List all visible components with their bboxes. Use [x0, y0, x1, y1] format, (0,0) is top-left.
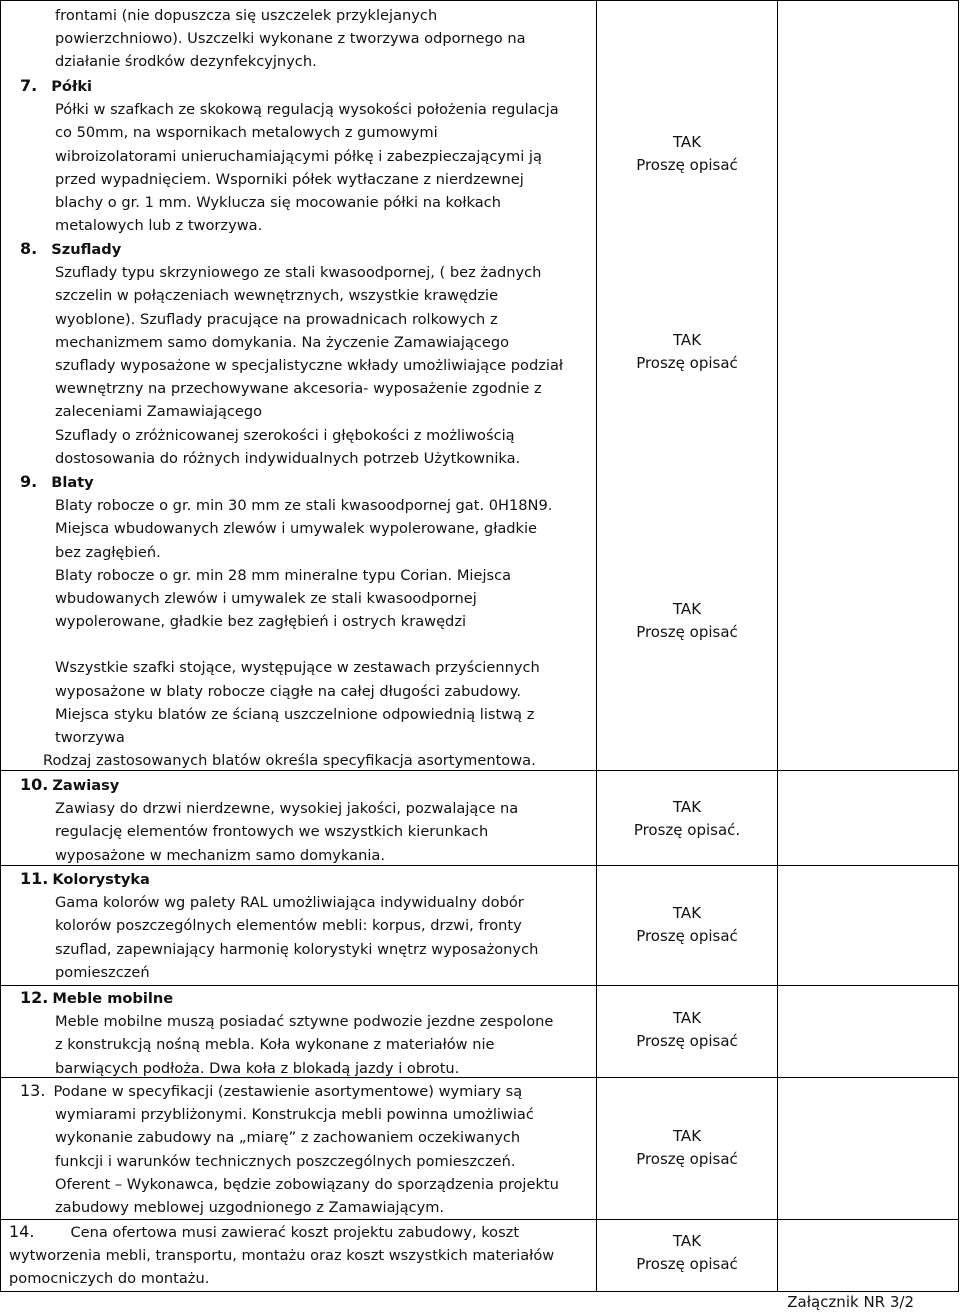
- item-title: Meble mobilne: [52, 990, 174, 1007]
- text-line: pomieszczeń: [55, 963, 150, 981]
- text-line: dostosowania do różnych indywidualnych potrzeb Użytkownika.: [55, 449, 521, 467]
- text-line: frontami (nie dopuszcza się uszczelek przyklejanych: [55, 7, 438, 24]
- text-line: Szuflady o zróżnicowanej szerokości i głębokości z możliwością: [55, 426, 515, 444]
- answer-describe: Proszę opisać: [636, 623, 738, 642]
- text-line: Miejsca wbudowanych zlewów i umywalek wypolerowane, gładkie: [55, 520, 538, 538]
- answer-item-12: [597, 1007, 777, 1054]
- answer-describe: Proszę opisać: [636, 1255, 738, 1274]
- text-line: wewnętrzny na przechowywane akcesoria- wyposażenie zgodnie z: [55, 380, 542, 398]
- table-border-top: [0, 0, 959, 1]
- text-line: blachy o gr. 1 mm. Wyklucza się mocowanie półki na kołkach: [55, 194, 501, 212]
- text-line: bez zagłębień.: [55, 543, 161, 561]
- answer-item-10: [597, 796, 777, 843]
- text-line: metalowych lub z tworzywa.: [55, 217, 263, 235]
- text-line: Blaty robocze o gr. min 28 mm mineralne typu Corian. Miejsca: [55, 566, 512, 584]
- answer-item-13: [597, 1125, 777, 1172]
- row-item-14: [9, 1220, 554, 1291]
- item-title: Kolorystyka: [52, 871, 150, 888]
- item-number: 11.: [20, 869, 49, 888]
- table-border-bottom: [0, 1291, 959, 1292]
- answer-yes: TAK: [672, 1009, 702, 1027]
- text-line: regulację elementów frontowych we wszystkich kierunkach: [55, 823, 489, 841]
- item-title: Blaty: [51, 474, 94, 491]
- answer-yes: TAK: [672, 600, 702, 618]
- row-item-10: [20, 773, 518, 867]
- answer-yes: TAK: [672, 904, 702, 922]
- item-number: 14.: [9, 1222, 35, 1241]
- answer-describe: Proszę opisać.: [633, 821, 741, 840]
- text-line: wyposażone w blaty robocze ciągłe na całej długości zabudowy.: [55, 682, 521, 700]
- column-divider-2: [777, 0, 778, 1292]
- text-line: z konstrukcją nośną mebla. Koła wykonane z materiałów nie: [55, 1036, 495, 1054]
- item-number: 8.: [20, 239, 38, 258]
- item-title: Podane w specyfikacji (zestawienie asortymentowe) wymiary są: [53, 1083, 523, 1100]
- spacer: [55, 633, 552, 656]
- text-line: szuflad, zapewniający harmonię kolorystyki wnętrz wyposażonych: [55, 940, 539, 958]
- text-line: Zawiasy do drzwi nierdzewne, wysokiej jakości, pozwalające na: [55, 800, 519, 818]
- text-line: Półki w szafkach ze skokową regulacją wysokości położenia regulacja: [55, 101, 559, 119]
- text-line: pomocniczych do montażu.: [9, 1270, 210, 1288]
- text-line: mechanizmem samo domykania. Na życzenie Zamawiającego: [55, 333, 510, 351]
- table-border-right: [958, 0, 959, 1292]
- text-line: Blaty robocze o gr. min 30 mm ze stali kwasoodpornej gat. 0H18N9.: [55, 497, 553, 515]
- text-line: funkcji i warunków technicznych poszczególnych pomieszczeń.: [55, 1152, 516, 1170]
- row-item-9: [20, 470, 552, 772]
- answer-item-11: [597, 902, 777, 949]
- item-number: 10.: [20, 775, 49, 794]
- text-line: wyposażone w mechanizm samo domykania.: [55, 846, 385, 864]
- item-title: Półki: [51, 78, 93, 95]
- text-line: Oferent – Wykonawca, będzie zobowiązany do sporządzenia projektu: [55, 1175, 559, 1193]
- table-border-left: [0, 0, 1, 1292]
- text-line: działanie środków dezynfekcyjnych.: [55, 53, 317, 71]
- text-line: zaleceniami Zamawiającego: [55, 403, 263, 421]
- text-line: co 50mm, na wspornikach metalowych z gumowymi: [55, 124, 438, 142]
- text-line: kolorów poszczególnych elementów mebli: korpus, drzwi, fronty: [55, 917, 522, 935]
- text-line: Meble mobilne muszą posiadać sztywne podwozie jezdne zespolone: [55, 1013, 554, 1031]
- answer-yes: TAK: [672, 331, 702, 349]
- answer-describe: Proszę opisać: [636, 156, 738, 175]
- answer-describe: Proszę opisać: [636, 1032, 738, 1051]
- text-line: zabudowy meblowej uzgodnionego z Zamawiającym.: [55, 1199, 445, 1217]
- text-line: Wszystkie szafki stojące, występujące w zestawach przyściennych: [55, 659, 540, 677]
- text-line: wymiarami przybliżonymi. Konstrukcja mebli powinna umożliwiać: [55, 1106, 534, 1124]
- attachment-label: Załącznik NR 3/2: [787, 1293, 914, 1311]
- row-item-12: [20, 986, 553, 1080]
- answer-item-7: [597, 131, 777, 178]
- answer-yes: TAK: [672, 1127, 702, 1145]
- text-line: tworzywa: [55, 729, 125, 747]
- text-line: wytworzenia mebli, transportu, montażu oraz koszt wszystkich materiałów: [9, 1247, 555, 1265]
- item-title: Zawiasy: [52, 777, 120, 794]
- text-line: powierzchniowo). Uszczelki wykonane z tworzywa odpornego na: [55, 30, 526, 48]
- column-divider-1: [596, 0, 597, 1292]
- answer-yes: TAK: [672, 133, 702, 151]
- text-line: Miejsca styku blatów ze ścianą uszczelnione odpowiednią listwą z: [55, 705, 535, 723]
- answer-describe: Proszę opisać: [636, 927, 738, 946]
- row-continuation: [55, 4, 526, 74]
- answer-describe: Proszę opisać: [636, 1150, 738, 1169]
- item-number: 9.: [20, 472, 38, 491]
- text-line: Szuflady typu skrzyniowego ze stali kwasoodpornej, ( bez żadnych: [55, 264, 542, 282]
- text-line: szczelin w połączeniach wewnętrznych, wszystkie krawędzie: [55, 287, 499, 305]
- answer-yes: TAK: [672, 798, 702, 816]
- text-line: wyoblone). Szuflady pracujące na prowadnicach rolkowych z: [55, 310, 498, 328]
- text-line: Gama kolorów wg palety RAL umożliwiająca indywidualny dobór: [55, 894, 524, 912]
- row-item-11: [20, 867, 538, 984]
- item-title: Cena ofertowa musi zawierać koszt projektu zabudowy, koszt: [70, 1224, 520, 1241]
- answer-item-8: [597, 329, 777, 376]
- row-item-7: [20, 74, 559, 237]
- item-title: Szuflady: [51, 241, 122, 258]
- item-number: 12.: [20, 988, 49, 1007]
- text-line: wypolerowane, gładkie bez zagłębień i ostrych krawędzi: [55, 613, 467, 631]
- answer-item-9: [597, 598, 777, 645]
- item-number: 7.: [20, 76, 38, 95]
- row-item-13: [20, 1079, 559, 1219]
- text-line: Rodzaj zastosowanych blatów określa specyfikacja asortymentowa.: [43, 752, 536, 770]
- text-line: przed wypadnięciem. Wsporniki półek wytłaczane z nierdzewnej: [55, 170, 524, 188]
- text-line: wibroizolatorami unieruchamiającymi półkę i zabezpieczającymi ją: [55, 147, 542, 165]
- text-line: barwiących podłoża. Dwa koła z blokadą jazdy i obrotu.: [55, 1059, 460, 1077]
- answer-yes: TAK: [672, 1232, 702, 1250]
- item-number: 13.: [20, 1081, 46, 1100]
- row-item-8: [20, 237, 563, 470]
- text-line: wbudowanych zlewów i umywalek ze stali kwasoodpornej: [55, 590, 477, 608]
- answer-item-14: [597, 1230, 777, 1277]
- text-line: szuflady wyposażone w specjalistyczne wkłady umożliwiające podział: [55, 357, 564, 375]
- text-line: wykonanie zabudowy na „miarę” z zachowaniem oczekiwanych: [55, 1129, 521, 1147]
- answer-describe: Proszę opisać: [636, 354, 738, 373]
